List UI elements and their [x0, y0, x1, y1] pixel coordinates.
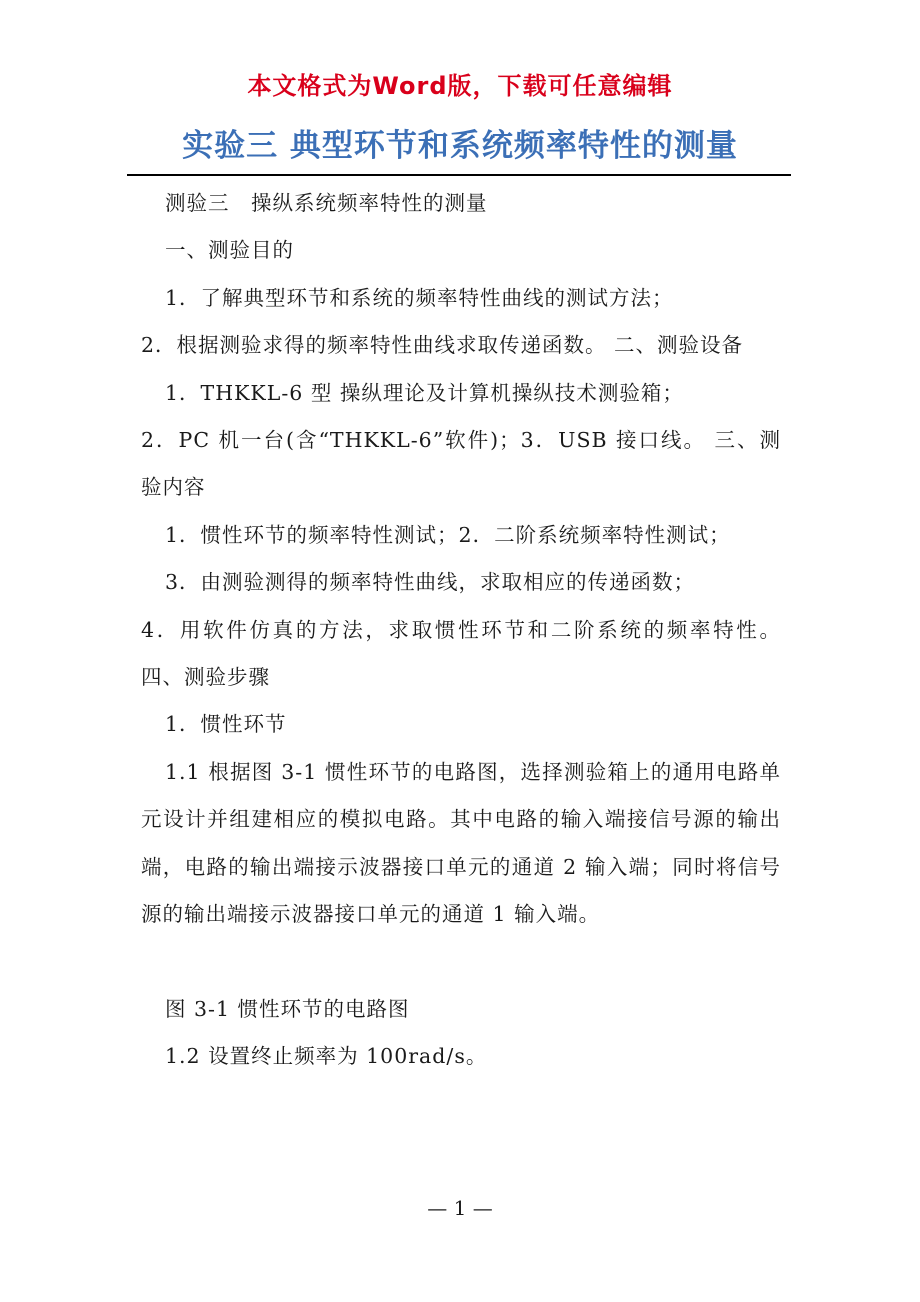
figure-placeholder: [141, 939, 781, 986]
figure-caption: 图 3-1 惯性环节的电路图: [165, 996, 410, 1021]
step-1-2: 1.2 设置终止频率为 100rad/s。: [165, 1044, 488, 1069]
objective-item-2: 2．根据测验求得的频率特性曲线求取传递函数。 二、测验设备: [141, 333, 744, 358]
content-item-1-2: 1．惯性环节的频率特性测试；2．二阶系统频率特性测试；: [165, 522, 731, 547]
content-item-4: 4．用软件仿真的方法，求取惯性环节和二阶系统的频率特性。 四、测验步骤: [141, 617, 781, 690]
objective-item-1: 1．了解典型环节和系统的频率特性曲线的测试方法；: [165, 285, 674, 310]
document-title: 实验三 典型环节和系统频率特性的测量: [182, 128, 738, 164]
document-body: [141, 180, 781, 1081]
section-objectives: 一、测验目的: [165, 238, 294, 263]
equipment-item-1: 1．THKKL-6 型 操纵理论及计算机操纵技术测验箱；: [165, 380, 684, 405]
experiment-heading: 测验三 操纵系统频率特性的测量: [165, 191, 488, 215]
equipment-item-2: 2．PC 机一台(含“THKKL-6”软件)；3．USB 接口线。 三、测验内容: [141, 428, 781, 500]
page-number: — 1 —: [427, 1196, 493, 1220]
step-1-heading: 1．惯性环节: [165, 712, 287, 737]
content-item-3: 3．由测验测得的频率特性曲线，求取相应的传递函数；: [165, 570, 696, 595]
step-1-1: 1.1 根据图 3-1 惯性环节的电路图，选择测验箱上的通用电路单元设计并组建相应的模拟电路。其中电路的输入端接信号源的输出端，电路的输出端接示波器接口单元的通道 2 输入端；同时将信号源的输出端接示波器接口单元的通道 1 输入端。: [141, 759, 781, 927]
title-divider: [127, 174, 791, 176]
download-banner: 本文格式为Word版，下载可任意编辑: [247, 72, 673, 100]
